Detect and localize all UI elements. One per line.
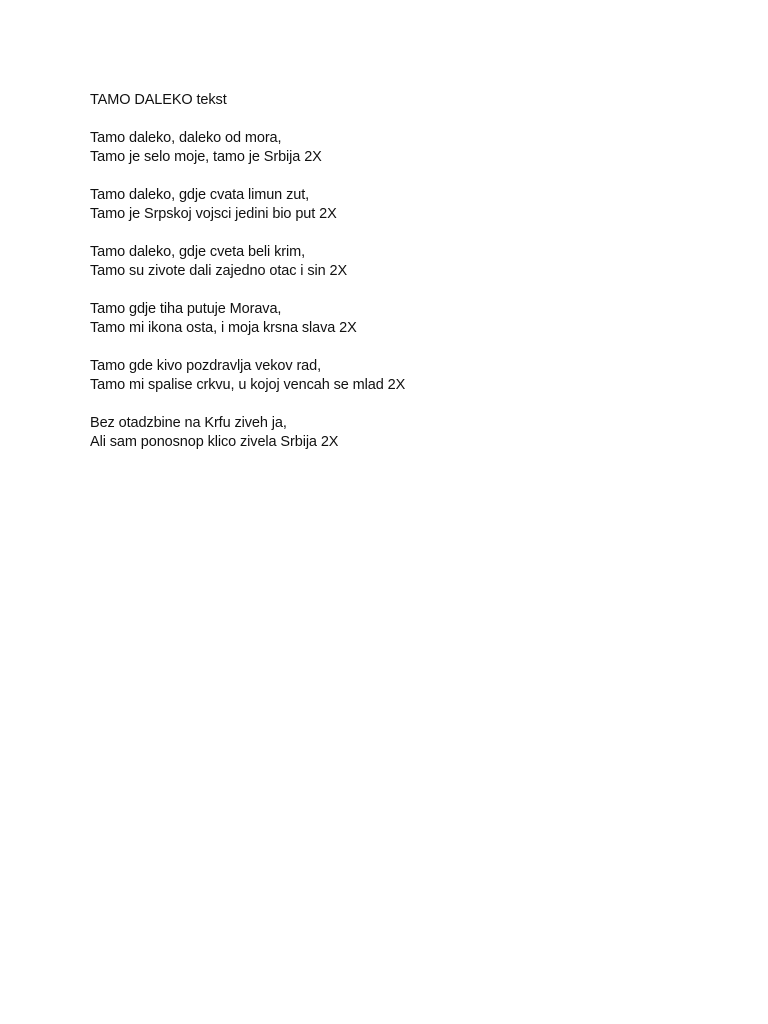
lyric-line: Tamo daleko, gdje cvata limun zut, xyxy=(90,187,310,203)
stanza xyxy=(90,129,710,167)
lyric-line: Ali sam ponosnop klico zivela Srbija 2X xyxy=(90,434,339,450)
lyric-line: Tamo su zivote dali zajedno otac i sin 2X xyxy=(90,263,348,279)
lyric-line: Tamo gde kivo pozdravlja vekov rad, xyxy=(90,358,322,374)
lyric-line: Bez otadzbine na Krfu ziveh ja, xyxy=(90,415,287,431)
lyric-line: Tamo je selo moje, tamo je Srbija 2X xyxy=(90,149,322,165)
lyric-line: Tamo daleko, gdje cveta beli krim, xyxy=(90,244,306,260)
lyric-line: Tamo je Srpskoj vojsci jedini bio put 2X xyxy=(90,206,337,222)
stanza xyxy=(90,414,710,452)
stanza xyxy=(90,243,710,281)
stanza xyxy=(90,357,710,395)
stanza xyxy=(90,300,710,338)
lyric-line: Tamo mi spalise crkvu, u kojoj vencah se mlad 2X xyxy=(90,377,406,393)
lyric-line: Tamo mi ikona osta, i moja krsna slava 2X xyxy=(90,320,357,336)
stanza xyxy=(90,186,710,224)
document-title: TAMO DALEKO tekst xyxy=(90,92,227,108)
lyric-line: Tamo gdje tiha putuje Morava, xyxy=(90,301,282,317)
lyric-line: Tamo daleko, daleko od mora, xyxy=(90,130,282,146)
document-content xyxy=(90,91,710,452)
